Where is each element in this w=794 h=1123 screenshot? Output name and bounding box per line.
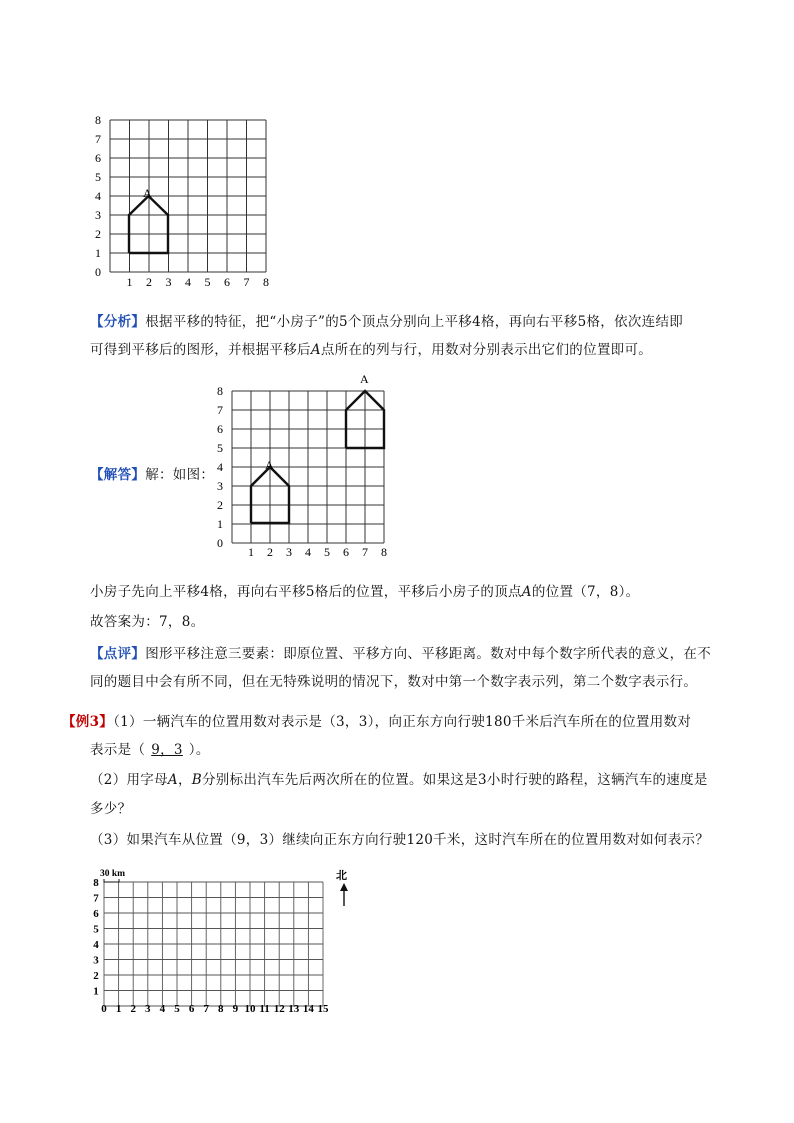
example3-q1-b-post: ）。 <box>188 742 210 758</box>
y-axis-labels <box>93 877 99 998</box>
vertex-label-original: A <box>265 458 274 472</box>
x-tick-label: 7 <box>362 545 368 559</box>
y-tick-label: 7 <box>93 892 99 905</box>
y-tick-label: 5 <box>95 170 101 184</box>
x-tick-label: 1 <box>248 545 254 559</box>
example3-tag: 【例3】 <box>62 714 114 730</box>
y-tick-label: 4 <box>95 189 101 203</box>
example3-q2-line2 <box>90 797 131 817</box>
x-tick-label: 8 <box>263 275 269 289</box>
y-tick-label: 1 <box>217 517 223 531</box>
north-arrow-glyph: ↑ <box>88 862 89 863</box>
example3-q2-letter-a: A <box>167 772 178 788</box>
example3-q1-line1 <box>62 710 691 730</box>
x-tick-label: 5 <box>324 545 330 559</box>
example3-q2-a-post: 分别标出汽车先后两次所在的位置。如果这是3小时行驶的路程，这辆汽车的速度是 <box>202 772 708 788</box>
y-axis-labels <box>217 384 223 550</box>
grid-lines <box>104 882 323 1006</box>
analysis-italic-a: A <box>310 342 321 358</box>
answer-line1-italic: A <box>521 584 532 600</box>
x-tick-label: 10 <box>244 1003 256 1015</box>
example3-q2-b: 多少？ <box>90 801 132 817</box>
y-tick-label: 4 <box>217 460 223 474</box>
comment-text-b: 同的题目中会有所不同，但在无特殊说明的情况下，数对中第一个数字表示列，第二个数字表示行。 <box>90 674 698 690</box>
y-tick-label: 1 <box>93 985 99 998</box>
y-tick-label: 7 <box>95 132 101 146</box>
example3-q1-line2 <box>90 738 210 758</box>
comment-tag: 【点评】 <box>90 646 146 662</box>
x-tick-label: 13 <box>288 1003 300 1015</box>
answer-label <box>90 463 214 483</box>
x-tick-label: 3 <box>145 1003 151 1015</box>
x-tick-label: 2 <box>130 1003 136 1015</box>
scale-bracket <box>104 879 119 882</box>
x-tick-label: 2 <box>267 545 273 559</box>
y-tick-label: 4 <box>93 939 99 951</box>
x-tick-label: 5 <box>204 275 211 289</box>
x-tick-label: 12 <box>273 1003 285 1015</box>
y-tick-label: 2 <box>217 498 223 512</box>
x-tick-label: 8 <box>218 1003 224 1015</box>
y-tick-label: 8 <box>217 384 223 398</box>
y-tick-label: 6 <box>93 908 99 920</box>
x-tick-label: 1 <box>126 275 133 289</box>
answer-tag: 【解答】 <box>90 467 146 483</box>
answer-line-1 <box>90 580 639 600</box>
x-tick-label: 11 <box>259 1003 270 1015</box>
answer-line1-a: 小房子先向上平移4格，再向右平移5格后的位置，平移后小房子的顶点 <box>90 584 522 600</box>
example3-q2-line1 <box>90 768 708 788</box>
x-tick-label: 3 <box>165 275 172 289</box>
x-tick-label: 4 <box>305 545 311 559</box>
y-tick-label: 5 <box>217 441 223 455</box>
grid-lines <box>232 391 384 543</box>
y-tick-label: 6 <box>95 151 101 165</box>
y-tick-label: 1 <box>95 246 101 260</box>
x-tick-label: 4 <box>185 275 191 289</box>
answer-line2: 故答案为：7，8。 <box>90 614 205 630</box>
y-tick-label: 3 <box>95 208 101 222</box>
x-axis-labels <box>248 545 387 559</box>
example3-q2-a-pre: （2）用字母 <box>90 772 168 788</box>
analysis-paragraph <box>90 308 730 364</box>
north-arrow-head-icon <box>340 883 348 891</box>
x-tick-label: 8 <box>381 545 387 559</box>
vertex-label-a: A <box>143 186 152 200</box>
x-tick-label: 6 <box>188 1003 195 1015</box>
y-tick-label: 0 <box>217 536 223 550</box>
example3-q1-a: （1）一辆汽车的位置用数对表示是（3，3），向正东方向行驶180千米后汽车所在的位置用数对 <box>113 714 692 730</box>
x-tick-label: 9 <box>232 1003 239 1015</box>
answer-text: 解：如图： <box>145 467 215 483</box>
north-label: 北 <box>336 870 347 882</box>
x-tick-label: 5 <box>174 1003 180 1015</box>
analysis-tag: 【分析】 <box>90 314 146 330</box>
figure2-grid <box>210 372 400 564</box>
y-tick-label: 7 <box>217 403 223 417</box>
x-tick-label: 7 <box>203 1003 209 1015</box>
comment-text-a: 图形平移注意三要素：即原位置、平移方向、平移距离。数对中每个数字所代表的意义，在不 <box>145 646 712 662</box>
analysis-text-b: 可得到平移后的图形，并根据平移后 <box>90 342 311 358</box>
y-tick-label: 2 <box>95 227 101 241</box>
x-tick-label: 6 <box>343 545 349 559</box>
example3-q1-b-pre: 表示是（ <box>90 742 146 758</box>
x-tick-label: 15 <box>317 1003 329 1015</box>
y-tick-label: 2 <box>93 970 99 982</box>
y-tick-label: 8 <box>93 877 99 889</box>
answer-line1-b: 的位置（7，8）。 <box>531 584 640 600</box>
x-axis-labels <box>101 1003 329 1015</box>
figure1-grid <box>85 105 285 295</box>
y-tick-label: 3 <box>217 479 223 493</box>
comment-paragraph <box>90 640 730 696</box>
example3-q2-letter-b: B <box>191 772 202 788</box>
vertex-label-moved: A <box>360 372 369 386</box>
y-tick-label: 0 <box>95 265 101 279</box>
example3-q3: （3）如果汽车从位置（9，3）继续向正东方向行驶120千米，这时汽车所在的位置用数对如何表示？ <box>90 832 710 848</box>
example3-q3-line <box>90 828 709 848</box>
x-tick-label: 0 <box>101 1003 107 1015</box>
x-tick-label: 3 <box>286 545 292 559</box>
y-tick-label: 5 <box>93 923 99 936</box>
x-tick-label: 4 <box>159 1003 166 1015</box>
answer-line-2 <box>90 610 204 630</box>
x-tick-label: 2 <box>146 275 152 289</box>
x-tick-label: 14 <box>302 1003 314 1015</box>
example3-q2-comma: ， <box>177 772 192 788</box>
scale-label: 30 km <box>100 869 126 879</box>
x-tick-label: 6 <box>224 275 230 289</box>
y-axis-labels <box>95 113 101 279</box>
figure3-grid <box>88 862 358 1018</box>
example3-q1-blank: 9，3 <box>151 742 183 758</box>
analysis-text-a: 根据平移的特征，把“小房子”的5个顶点分别向上平移4格，再向右平移5格，依次连结即 <box>145 314 684 330</box>
y-tick-label: 8 <box>95 113 101 127</box>
x-tick-label: 7 <box>243 275 250 289</box>
grid-lines <box>110 120 266 272</box>
analysis-text-c: 点所在的列与行，用数对分别表示出它们的位置即可。 <box>320 342 653 358</box>
y-tick-label: 3 <box>93 954 99 967</box>
x-axis-labels <box>127 275 270 289</box>
x-tick-label: 1 <box>115 1003 122 1015</box>
y-tick-label: 6 <box>217 422 223 436</box>
